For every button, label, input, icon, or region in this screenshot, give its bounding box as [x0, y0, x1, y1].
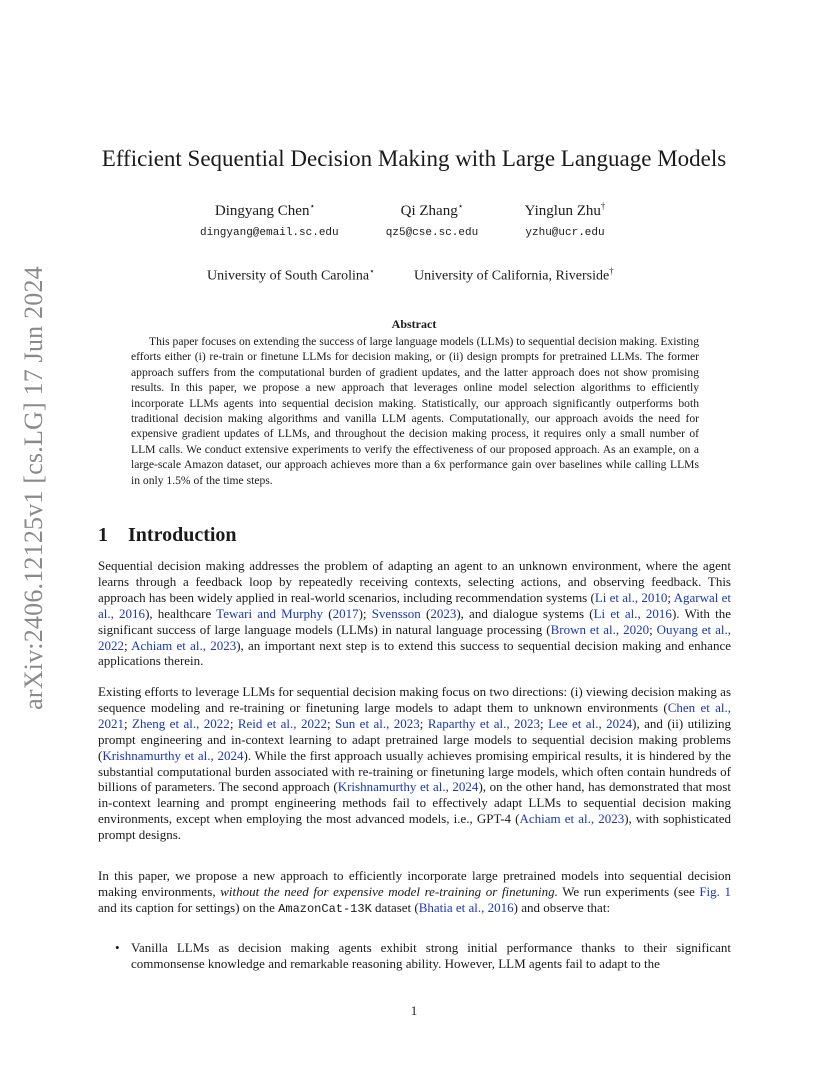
dataset-name: AmazonCat-13K	[278, 901, 372, 916]
author-mark: ⋆	[309, 201, 316, 211]
author-name: Dingyang Chen	[214, 203, 310, 219]
bullet-dot-icon: •	[115, 940, 120, 955]
page-number: 1	[410, 1003, 418, 1018]
author-name: Yinglun Zhu	[524, 203, 601, 219]
citation-link[interactable]: Zheng et al., 2022	[132, 715, 230, 731]
citation-link[interactable]: Krishnamurthy et al., 2024	[102, 747, 244, 763]
affiliation-mark: †	[609, 266, 614, 276]
bullet-item	[115, 940, 731, 972]
affiliation-name: University of South Carolina	[207, 268, 370, 284]
citation-link[interactable]: Fig. 1	[699, 883, 732, 899]
citation-link[interactable]: Chen et al., 2021	[98, 699, 731, 731]
author-mark: ⋆	[457, 201, 464, 211]
citation-link[interactable]: Sun et al., 2023	[335, 715, 420, 731]
affiliation-mark: ⋆	[369, 266, 375, 276]
paper-title: Efficient Sequential Decision Making with Large Language Models	[101, 146, 727, 171]
bullet-text: Vanilla LLMs as decision making agents exhibit strong initial performance thanks to their significant commonsense knowledge and remarkable reasoning ability. However, LLM agents fail to adapt to the	[131, 940, 731, 971]
affiliation-name: University of California, Riverside	[414, 268, 610, 284]
section-number: 1	[98, 524, 108, 546]
intro-paragraph-1: Sequential decision making addresses the problem of adapting an agent to an unknown environment, where the agent learns through a feedback loop by repeatedly receiving contexts, selecting actions, and observing feedback. This approach has been widely applied in real-world scenarios, including recommendation systems (Li et al., 2010; Agarwal et al., 2016), healthcare Tewari and Murphy (2017); Svensson (2023), and dialogue systems (Li et al., 2016). With the significant success of large language models (LLMs) in natural language processing (Brown et al., 2020; Ouyang et al., 2022; Achiam et al., 2023), an important next step is to extend this success to sequential decision making and enhance applications therein.	[98, 558, 731, 669]
citation-link[interactable]: Bhatia et al., 2016	[418, 899, 514, 915]
section-heading	[98, 524, 237, 547]
author-2	[372, 201, 492, 239]
author-1	[200, 201, 339, 239]
arxiv-sidebar-stamp	[14, 265, 54, 710]
citation-link[interactable]: Agarwal et al., 2016	[98, 589, 731, 621]
abstract-text: This paper focuses on extending the success of large language models (LLMs) to sequential decision making. Existing efforts either (i) re-train or finetune LLMs for decision making, or (ii) design prompts for pretrained LLMs. The former approach suffers from the computational burden of gradient updates, and the latter approach does not show promising results. In this paper, we propose a new approach that leverages online model selection algorithms to efficiently incorporate LLMs agents into sequential decision making. Statistically, our approach significantly outperforms both traditional decision making algorithms and vanilla LLM agents. Computationally, our approach avoids the need for expensive gradient updates of LLMs, and throughout the decision making process, it requires only a small number of LLM calls. We conduct extensive experiments to verify the effectiveness of our proposed approach. As an example, on a large-scale Amazon dataset, our approach achieves more than a 6x performance gain over baselines while calling LLMs in only 1.5% of the time steps.	[131, 335, 699, 487]
intro-paragraph-2: Existing efforts to leverage LLMs for sequential decision making focus on two directions: (i) viewing decision making as sequence modeling and re-training or finetuning large models to adapt them to unknown environments (Chen et al., 2021; Zheng et al., 2022; Reid et al., 2022; Sun et al., 2023; Raparthy et al., 2023; Lee et al., 2024), and (ii) utilizing prompt engineering and in-context learning to adapt pretrained large models to sequential decision making problems (Krishnamurthy et al., 2024). While the first approach usually achieves promising empirical results, it is hindered by the substantial computational burden associated with re-training or finetuning large models, which often contain hundreds of billions of parameters. The second approach (Krishnamurthy et al., 2024), on the other hand, has demonstrated that most in-context learning and prompt engineering methods fail to effectively adapt LLMs to sequential decision making environments, except when employing the most advanced models, i.e., GPT-4 (Achiam et al., 2023), with sophisticated prompt designs.	[98, 684, 731, 843]
citation-link[interactable]: Tewari and Murphy	[216, 605, 324, 621]
citation-link[interactable]: Brown et al., 2020	[550, 621, 650, 637]
citation-link[interactable]: Li et al., 2010	[594, 589, 668, 605]
affiliation-2	[414, 266, 614, 285]
citation-link[interactable]: Raparthy et al., 2023	[427, 715, 541, 731]
citation-link[interactable]: Krishnamurthy et al., 2024	[337, 779, 479, 795]
citation-link[interactable]: Ouyang et al., 2022	[98, 621, 731, 653]
author-email[interactable]: dingyang@email.sc.edu	[200, 227, 339, 239]
affiliation-1	[207, 266, 375, 285]
author-name: Qi Zhang	[400, 203, 458, 219]
author-email[interactable]: yzhu@ucr.edu	[525, 227, 605, 239]
emphasis-text: without the need for expensive model re-training or finetuning.	[220, 883, 558, 899]
citation-link[interactable]: Lee et al., 2024	[548, 715, 633, 731]
citation-link[interactable]: Achiam et al., 2023	[519, 811, 625, 827]
intro-paragraph-3: In this paper, we propose a new approach to efficiently incorporate large pretrained models into sequential decision making environments, without the need for expensive model re-training or finetuning. We run experiments (see Fig. 1 and its caption for settings) on the AmazonCat-13K dataset (Bhatia et al., 2016) and observe that:	[98, 868, 732, 916]
author-3	[505, 201, 625, 239]
section-title: Introduction	[128, 524, 237, 546]
citation-link[interactable]: Li et al., 2016	[593, 605, 672, 621]
author-email[interactable]: qz5@cse.sc.edu	[385, 227, 479, 239]
arxiv-id: arXiv:2406.12125v1 [cs.LG] 17 Jun 2024	[19, 265, 48, 710]
abstract-heading: Abstract	[391, 317, 437, 331]
citation-link[interactable]: 2023	[430, 605, 457, 621]
citation-link[interactable]: 2017	[332, 605, 359, 621]
citation-link[interactable]: Svensson	[371, 605, 421, 621]
author-mark: †	[600, 201, 606, 211]
citation-link[interactable]: Achiam et al., 2023	[131, 637, 237, 653]
citation-link[interactable]: Reid et al., 2022	[237, 715, 327, 731]
